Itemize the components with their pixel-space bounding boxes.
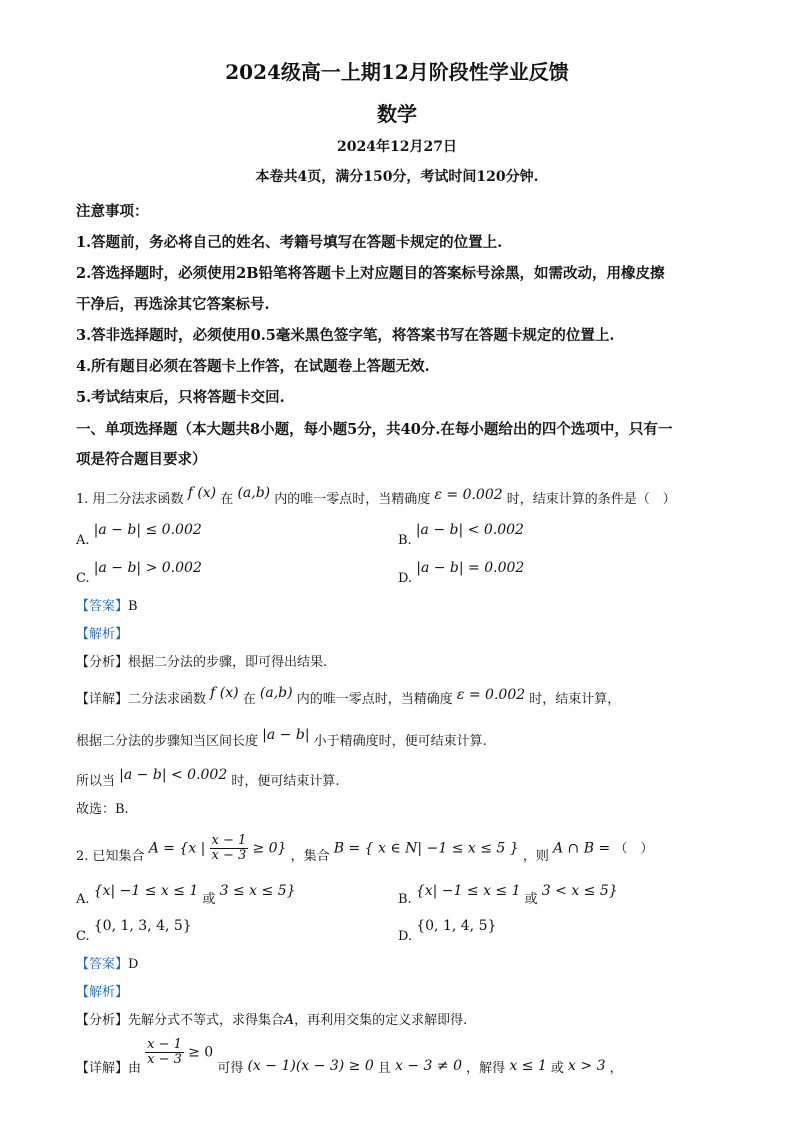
notice-heading: 注意事项：	[76, 203, 149, 220]
q1-detail-line-1	[76, 685, 621, 707]
option-formula: |a − b| > 0.002	[93, 560, 202, 576]
q2-stem-text: ，则	[522, 849, 549, 865]
fenxi-tag: 【分析】	[76, 1013, 129, 1028]
option-label: C.	[76, 929, 90, 944]
q1-option-c	[76, 560, 202, 586]
q1-stem-text: 内的唯一零点时，当精确度	[274, 492, 431, 507]
option-formula: 3 < x ≤ 5}	[541, 883, 618, 899]
notice-item-2-cont: 干净后，再选涂其它答案标号.	[76, 296, 270, 313]
q2-stem-text: 2. 已知集合	[76, 849, 145, 865]
q2-detail-fraction	[145, 1038, 184, 1068]
fenxi-text: ，再利用交集的定义求解即得.	[294, 1013, 468, 1028]
q1-detail-line-3	[76, 767, 340, 789]
q2-intersection: A ∩ B =	[552, 840, 611, 857]
detail-text: ，解得	[466, 1061, 506, 1077]
section-1-heading-cont: 项是符合题目要求）	[76, 451, 207, 468]
interval-length: |a − b|	[262, 727, 310, 743]
q2-analysis-tag: 【解析】	[76, 985, 129, 1000]
answer-tag: 【答案】	[76, 599, 129, 614]
q2-option-d	[398, 918, 497, 944]
exam-date: 2024年12月27日	[337, 139, 457, 155]
fraction-denominator: x − 3	[147, 1052, 182, 1068]
question-1-stem	[76, 485, 676, 507]
q1-analysis-tag: 【解析】	[76, 627, 129, 642]
detail-text: 内的唯一零点时，当精确度	[296, 692, 453, 707]
q1-detail-line-2	[76, 727, 487, 749]
notice-item-4: 4.所有题目必须在答题卡上作答，在试题卷上答题无效.	[76, 358, 430, 375]
detail-text: 在	[242, 692, 256, 707]
detail-tag: 【详解】	[76, 1061, 129, 1077]
option-label: D.	[398, 929, 413, 944]
q1-function: f (x)	[187, 485, 217, 501]
q1-interval: (a,b)	[237, 485, 271, 501]
q2-set-b: B = { x ∈ N| −1 ≤ x ≤ 5 }	[333, 840, 519, 857]
notice-item-3: 3.答非选择题时，必须使用0.5毫米黑色签字笔，将答案书写在答题卡规定的位置上.	[76, 327, 615, 344]
q1-option-d	[398, 560, 525, 586]
q1-fenxi	[76, 651, 327, 670]
detail-text: 时，便可结束计算.	[231, 774, 340, 789]
q2-answer	[76, 953, 138, 972]
fenxi-text: 根据二分法的步骤，即可得出结果.	[128, 655, 328, 670]
option-label: C.	[76, 571, 90, 586]
notice-item-1: 1.答题前，务必将自己的姓名、考籍号填写在答题卡规定的位置上.	[76, 234, 503, 251]
fraction-numerator: x − 1	[147, 1037, 182, 1052]
option-formula: 3 ≤ x ≤ 5}	[219, 883, 296, 899]
fraction-numerator: x − 1	[211, 833, 247, 848]
exam-info: 本卷共4页，满分150分，考试时间120分钟.	[255, 169, 539, 185]
fraction-denominator: x − 3	[211, 848, 247, 864]
q2-option-c	[76, 918, 192, 944]
inequality: (x − 1)(x − 3) ≥ 0	[247, 1058, 374, 1075]
q2-stem-text: （ ）	[614, 841, 654, 857]
option-label: B.	[398, 533, 412, 548]
option-formula: |a − b| ≤ 0.002	[93, 522, 202, 538]
q2-option-a	[76, 880, 296, 907]
subject-title: 数学	[377, 102, 417, 126]
detail-text: 根据二分法的步骤知当区间长度	[76, 734, 259, 749]
q1-answer	[76, 595, 138, 614]
q2-stem-text: ，集合	[290, 849, 330, 865]
q1-stem-text: 时，结束计算的条件是（ ）	[506, 492, 676, 507]
option-label: B.	[398, 892, 412, 907]
stop-condition: |a − b| < 0.002	[119, 767, 228, 783]
fenxi-tag: 【分析】	[76, 655, 129, 670]
option-formula: {x| −1 ≤ x ≤ 1	[93, 883, 199, 899]
detail-text: 时，结束计算，	[529, 692, 621, 707]
q1-epsilon: ε = 0.002	[456, 687, 526, 703]
option-label: D.	[398, 571, 413, 586]
option-formula: {x| −1 ≤ x ≤ 1	[415, 883, 521, 899]
q1-option-b	[398, 522, 524, 548]
option-formula: |a − b| = 0.002	[416, 560, 525, 576]
q2-option-b	[398, 880, 618, 907]
detail-text: 二分法求函数	[128, 692, 207, 707]
set-a-symbol: A	[284, 1012, 295, 1028]
detail-text: 所以当	[76, 774, 116, 789]
option-text: 或	[202, 892, 216, 907]
fenxi-text: 先解分式不等式，求得集合	[128, 1013, 285, 1028]
q1-epsilon: ε = 0.002	[434, 487, 503, 503]
q1-option-a	[76, 522, 202, 548]
option-formula: |a − b| < 0.002	[415, 522, 524, 538]
option-formula: {0, 1, 4, 5}	[416, 918, 497, 934]
answer-value: B	[128, 599, 138, 614]
q1-function: f (x)	[210, 685, 239, 701]
inequality: x − 3 ≠ 0	[395, 1058, 463, 1075]
q2-set-a: A = {x |	[148, 840, 206, 857]
notice-item-5: 5.考试结束后，只将答题卡交回.	[76, 389, 285, 406]
q1-conclusion: 故选：B.	[76, 802, 129, 817]
detail-text: 由	[128, 1061, 142, 1077]
option-label: A.	[76, 892, 90, 907]
inequality: ≥ 0	[188, 1044, 214, 1061]
section-1-heading: 一、单项选择题（本大题共8小题，每小题5分，共40分.在每小题给出的四个选项中，只有一	[76, 421, 673, 438]
q2-set-a: ≥ 0}	[252, 840, 287, 857]
q1-interval: (a,b)	[259, 685, 293, 701]
q1-stem-text: 在	[220, 492, 234, 507]
option-formula: {0, 1, 3, 4, 5}	[93, 918, 192, 934]
detail-text: ，	[609, 1061, 623, 1077]
detail-text: 小于精确度时，便可结束计算.	[313, 734, 487, 749]
notice-item-2: 2.答选择题时，必须使用2B铅笔将答题卡上对应题目的答案标号涂黑，如需改动，用橡皮擦	[76, 265, 665, 282]
exam-title: 2024级高一上期12月阶段性学业反馈	[225, 60, 569, 84]
q2-fenxi	[76, 1009, 467, 1028]
answer-value: D	[128, 957, 139, 972]
option-text: 或	[524, 892, 538, 907]
q1-stem-text: 1. 用二分法求函数	[76, 492, 184, 507]
q2-set-a-fraction	[210, 834, 249, 864]
option-label: A.	[76, 533, 90, 548]
question-2-stem	[76, 834, 653, 864]
detail-text: 可得	[217, 1061, 244, 1077]
answer-tag: 【答案】	[76, 957, 129, 972]
detail-text: 且	[377, 1061, 391, 1077]
q2-detail-line-1	[76, 1037, 623, 1077]
detail-tag: 【详解】	[76, 692, 129, 707]
inequality: x > 3	[568, 1058, 606, 1075]
detail-text: 或	[550, 1061, 564, 1077]
inequality: x ≤ 1	[509, 1058, 547, 1075]
